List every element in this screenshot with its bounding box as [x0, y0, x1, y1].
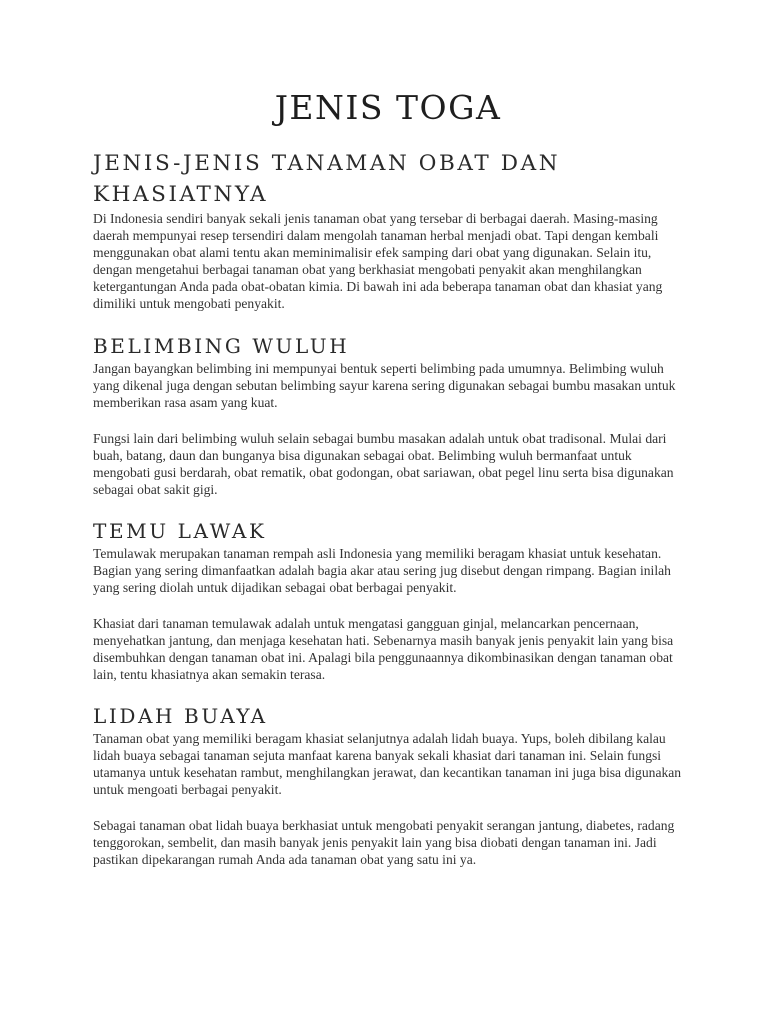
section-paragraph: Tanaman obat yang memiliki beragam khasiat selanjutnya adalah lidah buaya. Yups, boleh dibilang kalau lidah buaya sebagai tanaman sejuta manfaat karena banyak sekali khasiat dari tanaman ini. Selain fungsi utamanya untuk kesehatan rambut, menghilangkan jerawat, dan kecantikan tanaman ini juga bisa digunakan untuk mengoati berbagai penyakit.: [93, 731, 682, 797]
section-paragraph: Jangan bayangkan belimbing ini mempunyai bentuk seperti belimbing pada umumnya. Belimbing wuluh yang dikenal juga dengan sebutan belimbing sayur karena sering digunakan sebagai bumbu masakan untuk memberikan rasa asam yang kuat.: [93, 361, 676, 410]
section-heading-temu-lawak: TEMU LAWAK: [93, 519, 267, 543]
section-paragraph: Sebagai tanaman obat lidah buaya berkhasiat untuk mengobati penyakit serangan jantung, diabetes, radang tenggorokan, sembelit, dan masih banyak jenis penyakit lain yang bisa diobati dengan tanaman ini. Jadi pastikan dipekarangan rumah Anda ada tanaman obat yang satu ini ya.: [93, 818, 675, 867]
document-title: JENIS TOGA: [274, 88, 502, 127]
intro-heading: JENIS-JENIS TANAMAN OBAT DAN KHASIATNYA: [93, 151, 561, 207]
section-paragraph: Temulawak merupakan tanaman rempah asli Indonesia yang memiliki beragam khasiat untuk kesehatan. Bagian yang sering dimanfaatkan adalah bagia akar atau sering jug disebut dengan rimpang. Bagian inilah yang sering diolah untuk dijadikan sebagai obat berbagai penyakit.: [93, 546, 671, 595]
section-heading-lidah-buaya: LIDAH BUAYA: [93, 704, 268, 728]
section-paragraph: Fungsi lain dari belimbing wuluh selain sebagai bumbu masakan adalah untuk obat tradisonal. Mulai dari buah, batang, daun dan bunganya bisa digunakan sebagai obat. Belimbing wuluh bermanfaat untuk mengobati gusi berdarah, obat rematik, obat godongan, obat sariawan, obat pegel linu serta bisa digunakan sebagai obat sakit gigi.: [93, 431, 674, 497]
document-page: [93, 0, 683, 868]
intro-paragraph: Di Indonesia sendiri banyak sekali jenis tanaman obat yang tersebar di berbagai daerah. Masing-masing daerah mempunyai resep tersendiri dalam mengolah tanaman herbal menjadi obat. Tapi dengan kembali menggunakan obat alami tentu akan meminimalisir efek samping dari obat yang digunakan. Selain itu, dengan mengetahui berbagai tanaman obat yang berkhasiat mengobati penyakit akan menghilangkan ketergantungan Anda pada obat-obatan kimia. Di bawah ini ada beberapa tanaman obat dan khasiat yang dimiliki untuk mengobati penyakit.: [93, 211, 663, 311]
section-heading-belimbing-wuluh: BELIMBING WULUH: [93, 334, 350, 358]
section-paragraph: Khasiat dari tanaman temulawak adalah untuk mengatasi gangguan ginjal, melancarkan pencernaan, menyehatkan jantung, dan menjaga kesehatan hati. Sebenarnya masih banyak jenis penyakit lain yang bisa disembuhkan dengan tanaman obat ini. Apalagi bila penggunaannya dikombinasikan dengan tanaman obat lain, tentu khasiatnya akan semakin terasa.: [93, 616, 674, 682]
